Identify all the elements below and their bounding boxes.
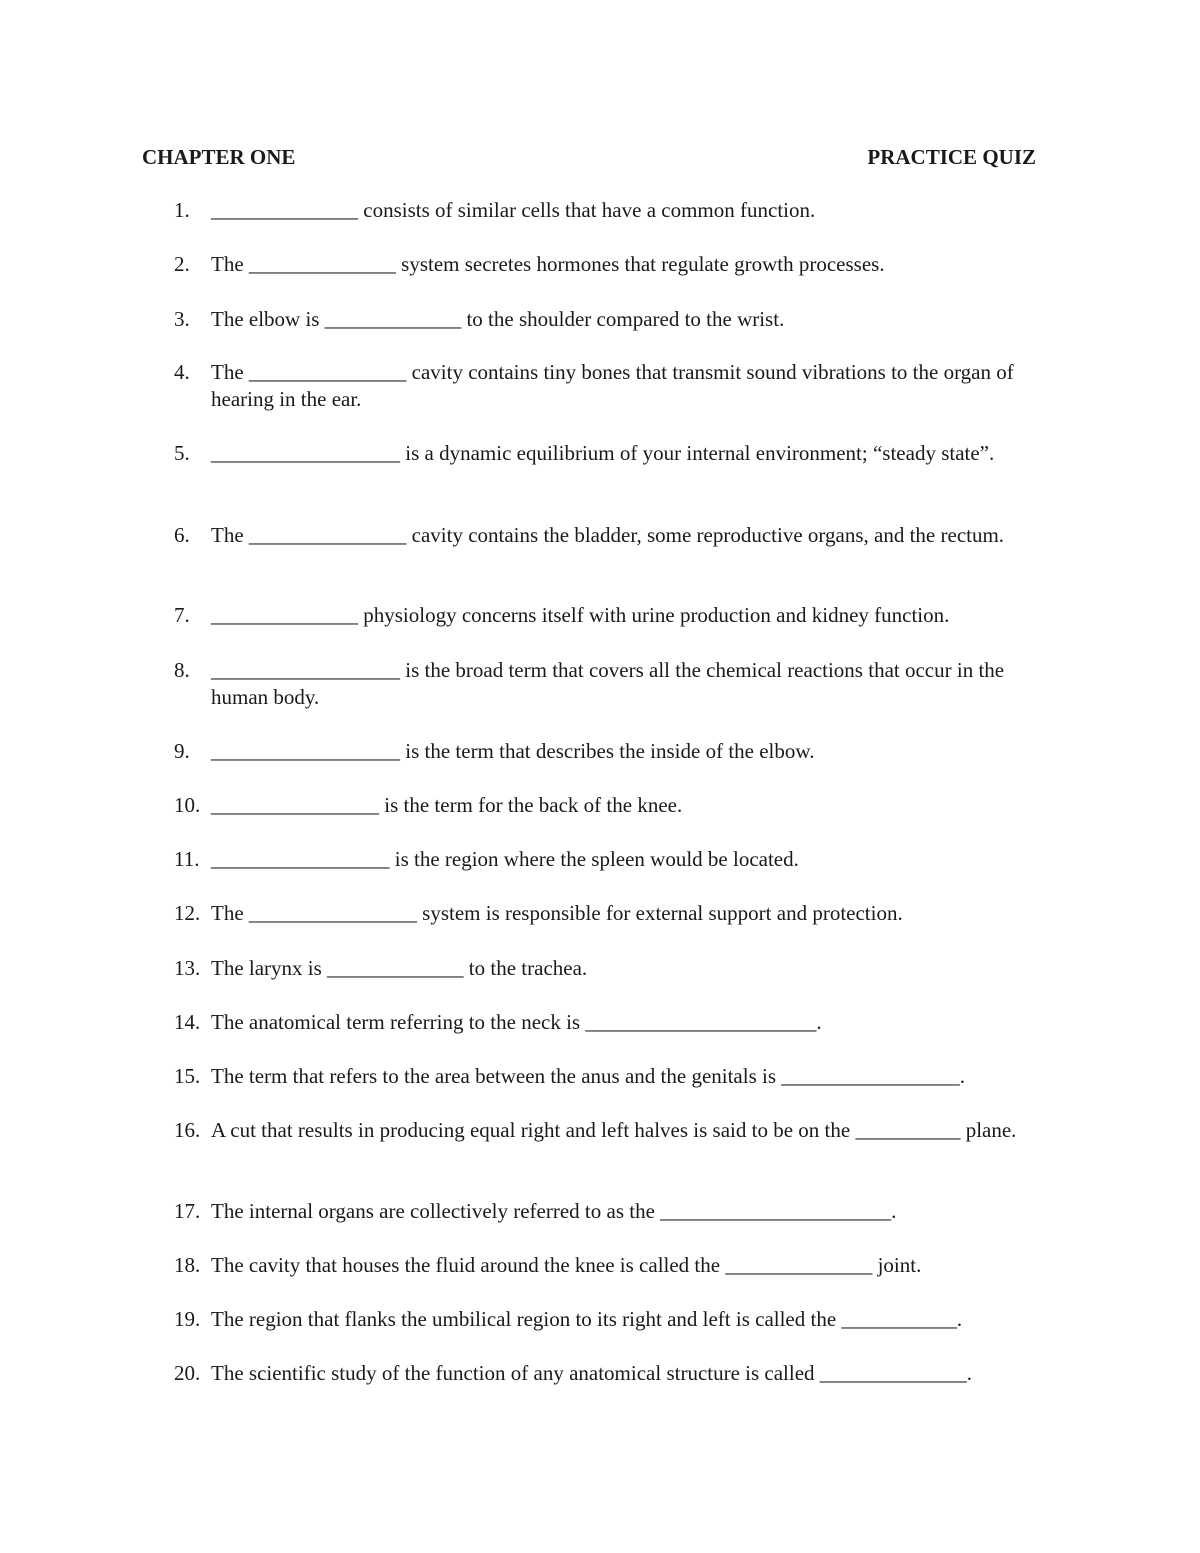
question-number: 1. <box>174 198 190 222</box>
question-number: 4. <box>174 360 190 384</box>
question-number: 7. <box>174 603 190 627</box>
question-item <box>174 440 1058 467</box>
question-number: 19. <box>174 1307 201 1331</box>
question-number: 8. <box>174 658 190 682</box>
question-item <box>174 955 1058 982</box>
question-item <box>174 792 1058 819</box>
question-text: The _______________ cavity contains tiny bones that transmit sound vibrations to the organ of hearing in the ear. <box>211 360 1014 411</box>
question-number: 2. <box>174 252 190 276</box>
question-item <box>174 846 1058 873</box>
question-number: 15. <box>174 1064 201 1088</box>
question-number: 12. <box>174 901 201 925</box>
question-item <box>174 359 1058 413</box>
question-text: _________________ is the region where the spleen would be located. <box>211 847 799 871</box>
question-text: The ______________ system secretes hormones that regulate growth processes. <box>211 252 885 276</box>
question-number: 5. <box>174 441 190 465</box>
question-text: The cavity that houses the fluid around the knee is called the ______________ joint. <box>211 1253 922 1277</box>
question-text: The ________________ system is responsible for external support and protection. <box>211 901 903 925</box>
question-item <box>174 1252 1058 1279</box>
question-text: The _______________ cavity contains the bladder, some reproductive organs, and the rectum. <box>211 523 1005 547</box>
question-number: 20. <box>174 1361 201 1385</box>
question-number: 6. <box>174 523 190 547</box>
question-item <box>174 1117 1058 1144</box>
question-text: The region that flanks the umbilical region to its right and left is called the ___________. <box>211 1307 963 1331</box>
question-item <box>174 1009 1058 1036</box>
question-text: __________________ is the broad term that covers all the chemical reactions that occur in the human body. <box>211 658 1005 709</box>
question-text: __________________ is a dynamic equilibrium of your internal environment; “steady state”. <box>211 441 995 465</box>
question-text: The anatomical term referring to the neck is ______________________. <box>211 1010 822 1034</box>
question-item <box>174 251 1058 278</box>
question-item <box>174 522 1058 549</box>
question-item <box>174 1360 1058 1387</box>
question-number: 17. <box>174 1199 201 1223</box>
question-number: 10. <box>174 793 201 817</box>
question-text: The elbow is _____________ to the shoulder compared to the wrist. <box>211 307 785 331</box>
question-item <box>174 306 1058 333</box>
question-text: __________________ is the term that describes the inside of the elbow. <box>211 739 815 763</box>
question-number: 13. <box>174 956 201 980</box>
question-number: 14. <box>174 1010 201 1034</box>
chapter-title: CHAPTER ONE <box>142 144 296 169</box>
question-text: ________________ is the term for the back of the knee. <box>211 793 683 817</box>
question-item <box>174 738 1058 765</box>
question-item <box>174 657 1058 711</box>
question-number: 18. <box>174 1253 201 1277</box>
question-text: ______________ consists of similar cells that have a common function. <box>211 198 816 222</box>
question-text: The internal organs are collectively referred to as the ______________________. <box>211 1199 897 1223</box>
question-text: The scientific study of the function of any anatomical structure is called ______________. <box>211 1361 973 1385</box>
question-item <box>174 1306 1058 1333</box>
question-text: The term that refers to the area between the anus and the genitals is _________________. <box>211 1064 966 1088</box>
question-item <box>174 197 1058 224</box>
question-text: ______________ physiology concerns itself with urine production and kidney function. <box>211 603 950 627</box>
question-number: 9. <box>174 739 190 763</box>
question-number: 16. <box>174 1118 201 1142</box>
question-item <box>174 602 1058 629</box>
question-text: A cut that results in producing equal right and left halves is said to be on the __________ plane. <box>211 1118 1017 1142</box>
question-item <box>174 1198 1058 1225</box>
question-item <box>174 1063 1058 1090</box>
question-item <box>174 900 1058 927</box>
question-number: 11. <box>174 847 200 871</box>
question-text: The larynx is _____________ to the trachea. <box>211 956 588 980</box>
quiz-title: PRACTICE QUIZ <box>867 144 1036 169</box>
question-number: 3. <box>174 307 190 331</box>
